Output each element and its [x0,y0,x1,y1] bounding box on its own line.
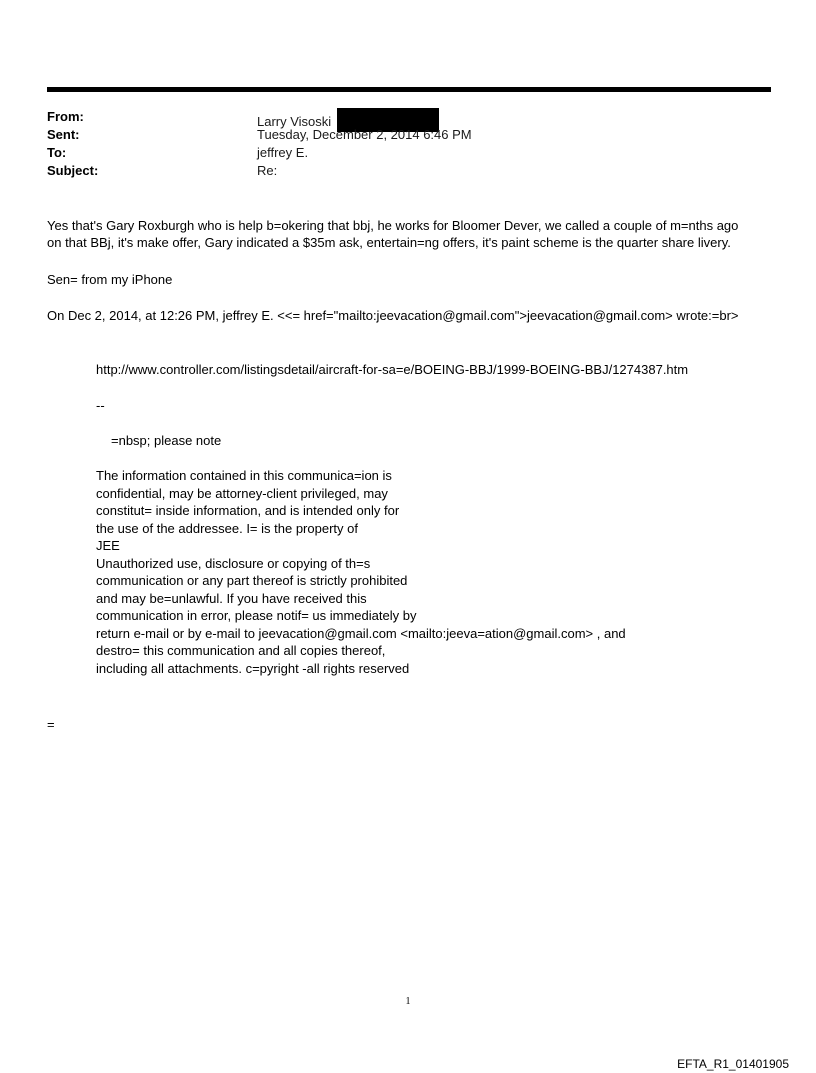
sent-value: Tuesday, December 2, 2014 6:46 PM [257,127,472,142]
trailing-equals: = [47,717,55,732]
signature-separator: -- [96,398,105,413]
disclaimer-line: constitut= inside information, and is intended only for [96,503,400,518]
subject-label: Subject: [47,163,99,178]
body-paragraph-line-2: on that BBj, it's make offer, Gary indicated a $35m ask, entertain=ng offers, it's paint scheme is the quarter share livery. [47,235,731,250]
to-value: jeffrey E. [257,145,309,160]
header-rule [47,87,771,92]
from-label: From: [47,109,84,124]
disclaimer-line: the use of the addressee. I= is the property of [96,520,358,536]
page-number: 1 [405,996,411,1007]
disclaimer-line: return e-mail or by e-mail to jeevacation@gmail.com <mailto:jeeva=ation@gmail.com> , and [96,625,626,641]
disclaimer-line: and may be=unlawful. If you have received this [96,590,367,606]
reply-header-line: On Dec 2, 2014, at 12:26 PM, jeffrey E. <<= href="mailto:jeevacation@gmail.com">jeevacation@gmail.com> wrote:=br> [47,308,739,323]
sent-label: Sent: [47,127,80,142]
disclaimer-line: communication or any part thereof is strictly prohibited [96,573,408,588]
to-label: To: [47,145,67,160]
body-paragraph-line-1: Yes that's Gary Roxburgh who is help b=okering that bbj, he works for Bloomer Dever, we called a couple of m=nths ago [47,218,739,233]
nbsp-note: =nbsp; please note [111,433,222,448]
quoted-link[interactable]: http://www.controller.com/listingsdetail/aircraft-for-sa=e/BOEING-BBJ/1999-BOEING-BBJ/1274387.htm [96,362,689,377]
disclaimer-line: including all attachments. c=pyright -all rights reserved [96,660,410,676]
disclaimer-line: destro= this communication and all copies thereof, [96,643,386,658]
subject-value: Re: [257,163,278,178]
signature-line: Sen= from my iPhone [47,272,173,287]
disclaimer-line: communication in error, please notif= us immediately by [96,608,417,623]
disclaimer-line: Unauthorized use, disclosure or copying of th=s [96,555,371,571]
disclaimer-line: The information contained in this communica=ion is [96,468,392,483]
sender-name: Larry Visoski [257,114,332,129]
document-id: EFTA_R1_01401905 [677,1057,789,1071]
disclaimer-line: confidential, may be attorney-client privileged, may [96,485,388,501]
disclaimer-line: JEE [96,538,120,553]
